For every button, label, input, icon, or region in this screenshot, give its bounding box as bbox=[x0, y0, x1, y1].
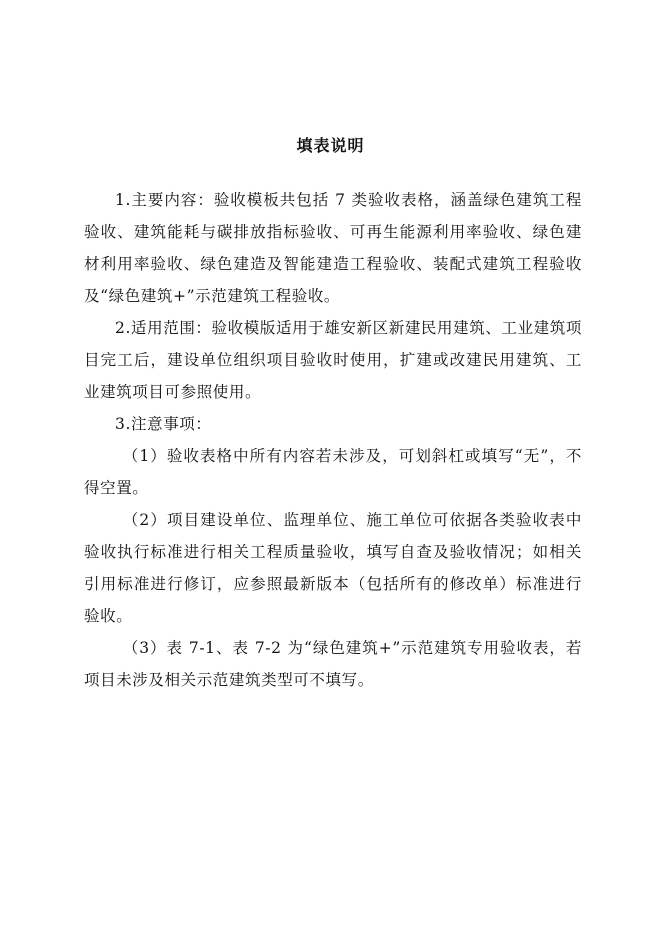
paragraph-main-content: 1.主要内容：验收模板共包括 7 类验收表格，涵盖绿色建筑工程验收、建筑能耗与碳排放指标验收、可再生能源利用率验收、绿色建材利用率验收、绿色建造及智能建造工程验收、装配式建筑工程验收及“绿色建筑+”示范建筑工程验收。 bbox=[84, 191, 582, 305]
paragraph-note-2: （2）项目建设单位、监理单位、施工单位可依据各类验收表中验收执行标准进行相关工程质量验收，填写自查及验收情况；如相关引用标准进行修订，应参照最新版本（包括所有的修改单）标准进行验收。 bbox=[84, 511, 582, 625]
document-body bbox=[84, 184, 582, 696]
document-title: 填表说明 bbox=[296, 136, 365, 155]
paragraph-note-3: （3）表 7-1、表 7-2 为“绿色建筑+”示范建筑专用验收表，若项目未涉及相关示范建筑类型可不填写。 bbox=[84, 639, 582, 689]
paragraph-notes-heading: 3.注意事项： bbox=[115, 415, 212, 433]
paragraph-scope: 2.适用范围：验收模版适用于雄安新区新建民用建筑、工业建筑项目完工后，建设单位组织项目验收时使用，扩建或改建民用建筑、工业建筑项目可参照使用。 bbox=[84, 319, 582, 401]
paragraph-note-1: （1）验收表格中所有内容若未涉及，可划斜杠或填写“无”，不得空置。 bbox=[84, 447, 582, 497]
